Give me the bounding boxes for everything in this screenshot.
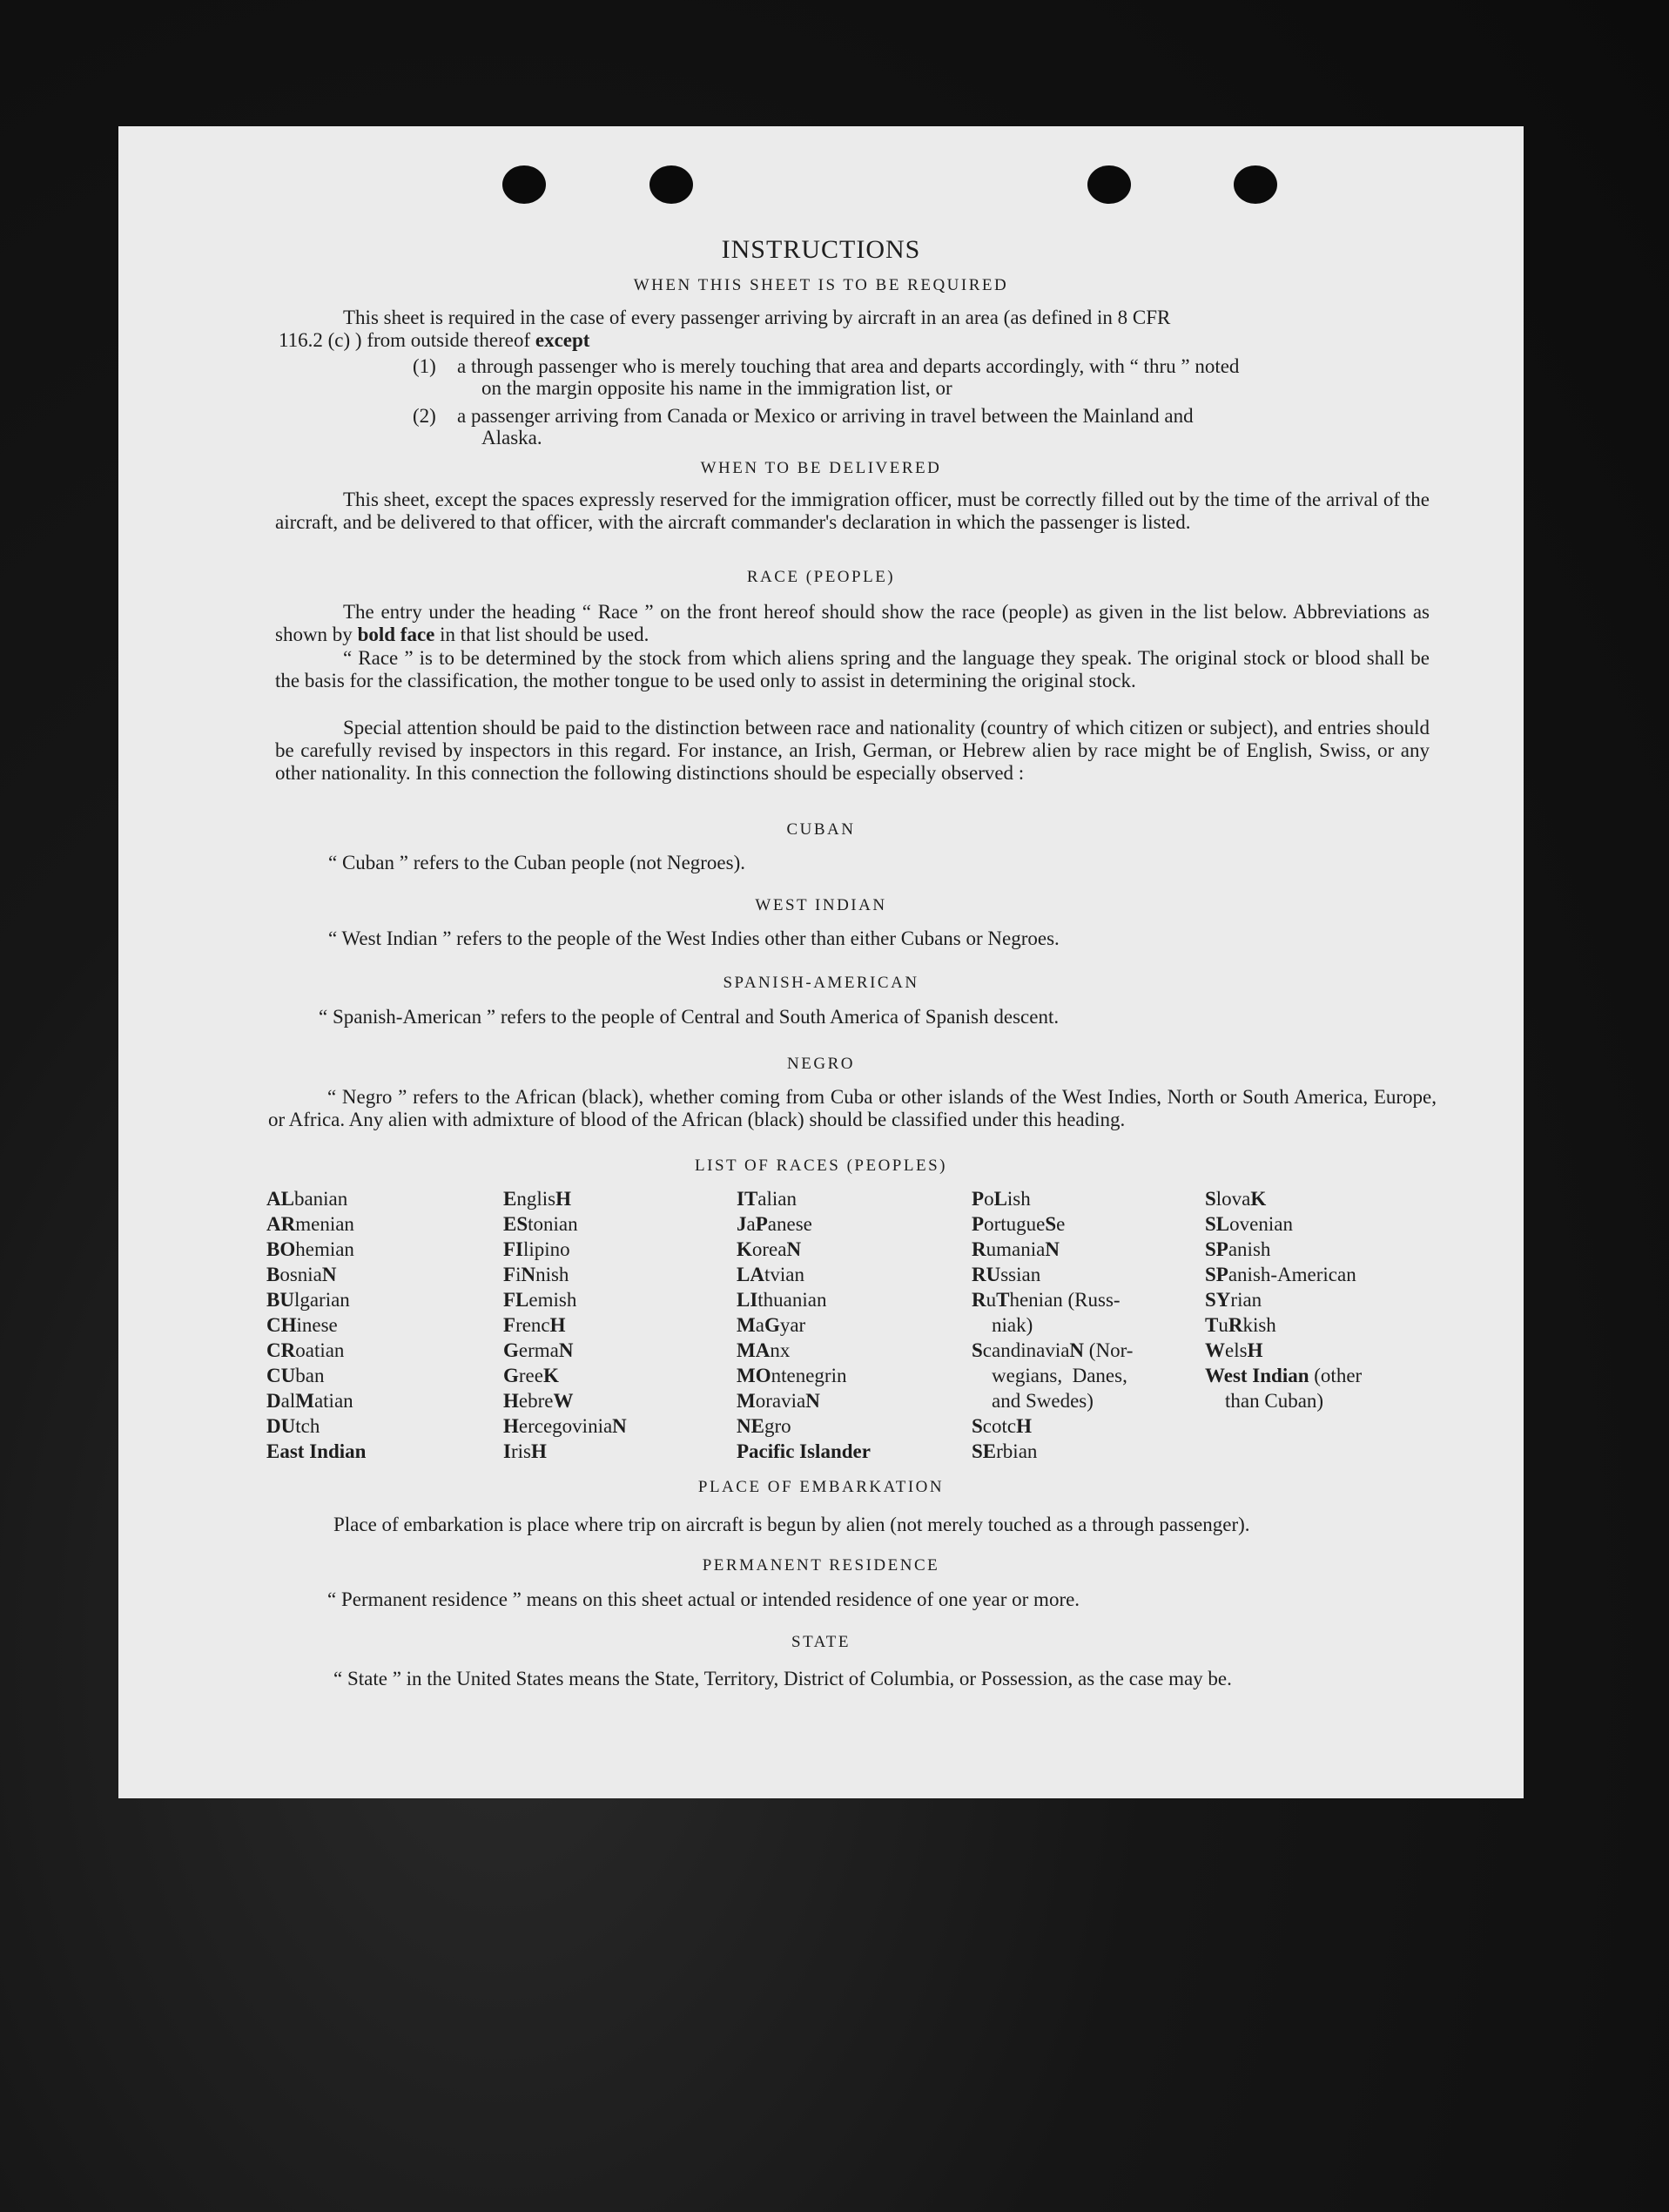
item-1-line-1: a through passenger who is merely touching that area and departs accordingly, with “ thru ” noted [457,355,1240,377]
punch-hole [1234,165,1277,204]
race-entry-tail: H [530,1440,547,1462]
race-entry-tail: H [549,1314,566,1336]
race-entry [503,1363,627,1388]
race-entry-rest2: kish [1242,1314,1276,1336]
race-entry [266,1439,366,1464]
race-entry-rest: (other [1309,1365,1363,1386]
race-entry-tail: N [521,1264,536,1285]
race-entry [972,1413,1133,1439]
race-entry [737,1262,871,1287]
race-entry [972,1312,1133,1338]
race-entry-bold: G [503,1339,519,1361]
race-entry [737,1413,871,1439]
race-entry-rest2: atian [313,1390,353,1412]
race-entry [266,1338,366,1363]
race-entry-bold: H [503,1415,519,1437]
race-entry-bold: E [503,1188,517,1210]
race-entry-rest2: nish [535,1264,569,1285]
race-entry-bold: S [972,1415,983,1437]
race-entry-rest: tonian [528,1213,578,1235]
race-entry-bold: SE [972,1440,997,1462]
heading-west-indian: WEST INDIAN [755,896,887,914]
race-entry-bold: CH [266,1314,297,1336]
heading-when-delivered: WHEN TO BE DELIVERED [700,459,942,477]
race-entry [503,1338,627,1363]
race-entry [972,1338,1133,1363]
spanish-american-text: “ Spanish-American ” refers to the people of Central and South America of Spanish descent. [319,1006,1060,1028]
race-entry-bold: Pacific Islander [737,1440,871,1462]
race-entry-bold: ES [503,1213,528,1235]
race-entry-tail: W [553,1390,574,1412]
race-entry-tail: N [558,1339,574,1361]
race-entry-rest: menian [295,1213,354,1235]
document-sheet [118,126,1524,1798]
race-entry-rest: ercegovinia [518,1415,613,1437]
race-entry-rest: u [986,1289,997,1311]
race-entry-tail: M [295,1390,314,1412]
race-entry [737,1211,871,1237]
race-entry-bold: S [1205,1188,1216,1210]
race-entry [1205,1363,1362,1388]
race-entry-tail: N [612,1415,627,1437]
race-entry-rest: anish [1228,1238,1271,1260]
race-entry-bold: FL [503,1289,529,1311]
races-column-3 [737,1186,871,1464]
race-entry [266,1211,366,1237]
race-entry [503,1287,627,1312]
race-entry-bold: R [972,1289,986,1311]
race-entry-rest: tch [295,1415,320,1437]
race-entry-bold: D [266,1390,281,1412]
race-entry-bold: S [972,1339,983,1361]
races-column-1 [266,1186,366,1464]
race-entry [972,1388,1133,1413]
race-entry [503,1186,627,1211]
race-entry [503,1413,627,1439]
heading-state: STATE [791,1633,851,1651]
race-entry-bold: NE [737,1415,764,1437]
race-entry-rest2: anese [767,1213,812,1235]
race-entry-rest: nx [770,1339,791,1361]
race-entry-bold: SP [1205,1264,1228,1285]
punch-hole [502,165,546,204]
race-entry-bold: J [737,1213,747,1235]
race-paragraph-3: Special attention should be paid to the distinction between race and nationality (country of which citizen or subject), and entries should be carefully revised by inspectors in this regard. For instance, an Irish, German, or Hebrew alien by race might be of English, Swiss, or any other nationality. In this connection the following distinctions should be especially observed : [275,717,1430,784]
race-entry-bold: AL [266,1188,294,1210]
race-entry [1205,1262,1362,1287]
races-column-2 [503,1186,627,1464]
race-entry [737,1312,871,1338]
race-entry-bold: MO [737,1365,771,1386]
race-entry-rest: oatian [295,1339,345,1361]
race-entry-bold: G [503,1365,519,1386]
when-delivered-text: This sheet, except the spaces expressly reserved for the immigration officer, must be correctly filled out by the time of the arrival of the aircraft, and be delivered to that officer, with the aircraft commander's declaration in which the passenger is listed. [275,489,1430,533]
race-entry-rest: lova [1215,1188,1251,1210]
race-entry-bold: BO [266,1238,296,1260]
race-entry-rest: erma [518,1339,559,1361]
race-entry [503,1312,627,1338]
race-entry-rest: rian [1230,1289,1262,1311]
race-entry [266,1287,366,1312]
race-entry-rest: lgarian [293,1289,350,1311]
races-column-5 [1205,1186,1362,1413]
heading-spanish-american: SPANISH-AMERICAN [723,974,919,992]
race-entry [972,1211,1133,1237]
race-entry-rest: lipino [523,1238,570,1260]
race-entry [1205,1186,1362,1211]
race-entry-rest: emish [528,1289,577,1311]
race-entry-bold: IT [737,1188,758,1210]
embarkation-text: Place of embarkation is place where trip on aircraft is begun by alien (not merely touched as a through passenger). [333,1514,1250,1535]
item-1-number: (1) [413,355,436,377]
race-entry [737,1237,871,1262]
race-entry-rest2: ish [1006,1188,1031,1210]
race-entry [737,1388,871,1413]
race-entry-rest: than Cuban) [1205,1390,1324,1412]
race-entry [972,1363,1133,1388]
race-entry [972,1186,1133,1211]
race-entry-bold: CU [266,1365,296,1386]
race-entry-rest: thuanian [757,1289,827,1311]
race-entry-rest: ban [295,1365,325,1386]
races-column-4 [972,1186,1133,1464]
race-entry-rest: ovenian [1229,1213,1293,1235]
race-entry [503,1262,627,1287]
race-entry-tail: L [993,1188,1007,1210]
race-entry-bold: SP [1205,1238,1228,1260]
race-entry-rest: banian [293,1188,348,1210]
west-indian-text: “ West Indian ” refers to the people of the West Indies other than either Cubans or Negroes. [328,927,1060,949]
race-entry-bold: FI [503,1238,523,1260]
race-entry [266,1186,366,1211]
race-entry [503,1439,627,1464]
race-entry-tail: N [805,1390,820,1412]
race-entry-rest: rbian [996,1440,1038,1462]
race-entry-rest: tvian [764,1264,804,1285]
item-1-line-2: on the margin opposite his name in the immigration list, or [481,377,952,399]
race-entry-bold: B [266,1264,280,1285]
intro-line-2: 116.2 (c) ) from outside thereof except [279,329,590,351]
race-entry-bold: K [737,1238,752,1260]
race-entry-tail: H [555,1188,571,1210]
race-entry [972,1262,1133,1287]
race-entry-bold: M [737,1390,756,1412]
race-entry-rest: umania [986,1238,1046,1260]
race-entry-rest: ebre [518,1390,554,1412]
race-entry [503,1211,627,1237]
race-entry [503,1237,627,1262]
race-entry-bold: M [737,1314,756,1336]
intro-line-1: This sheet is required in the case of every passenger arriving by aircraft in an area (as defined in 8 CFR [343,307,1171,328]
race-entry-tail: T [996,1289,1010,1311]
heading-list-of-races: LIST OF RACES (PEOPLES) [695,1157,947,1175]
race-entry [266,1388,366,1413]
race-entry-rest: ortugue [984,1213,1046,1235]
race-entry-bold: R [972,1238,986,1260]
race-entry [266,1363,366,1388]
race-entry-bold: MA [737,1339,771,1361]
race-entry-tail: P [755,1213,768,1235]
race-entry-rest: and Swedes) [972,1390,1094,1412]
race-entry-tail: N [1069,1339,1085,1361]
race-entry-rest2: (Nor- [1084,1339,1134,1361]
race-entry [503,1388,627,1413]
race-entry-rest: candinavia [982,1339,1070,1361]
race-entry-rest: wegians, Danes, [972,1365,1127,1386]
race-entry-rest: alian [757,1188,797,1210]
race-entry-rest: ree [518,1365,543,1386]
race-entry-rest: els [1225,1339,1248,1361]
item-2-line-1: a passenger arriving from Canada or Mexico or arriving in travel between the Mainland and [457,405,1194,427]
race-entry-bold: F [503,1314,516,1336]
race-entry [1205,1338,1362,1363]
race-entry [1205,1388,1362,1413]
race-entry-tail: N [321,1264,337,1285]
race-entry [737,1287,871,1312]
race-entry-bold: I [503,1440,511,1462]
race-entry-rest: ntenegrin [771,1365,847,1386]
residence-text: “ Permanent residence ” means on this sheet actual or intended residence of one year or more. [327,1588,1080,1610]
race-entry-rest: cotc [982,1415,1017,1437]
race-entry [972,1439,1133,1464]
race-entry-rest: inese [296,1314,338,1336]
race-entry [1205,1287,1362,1312]
race-entry-bold: DU [266,1415,296,1437]
race-entry-rest: a [755,1314,764,1336]
race-entry [737,1186,871,1211]
state-text: “ State ” in the United States means the State, Territory, District of Columbia, or Possession, as the case may be. [333,1668,1232,1689]
race-entry-rest: gro [764,1415,791,1437]
race-entry-rest: ssian [1000,1264,1041,1285]
race-entry [737,1363,871,1388]
race-entry-bold: P [972,1213,985,1235]
race-entry-rest: osnia [279,1264,322,1285]
race-entry [266,1312,366,1338]
race-entry-rest: i [515,1264,522,1285]
race-entry [972,1287,1133,1312]
race-entry-bold: LA [737,1264,764,1285]
race-entry-bold: SY [1205,1289,1231,1311]
heading-cuban: CUBAN [786,820,856,839]
race-entry [266,1237,366,1262]
heading-race: RACE (PEOPLE) [746,568,896,586]
race-entry-rest: orea [751,1238,787,1260]
race-entry-rest: a [746,1213,756,1235]
race-entry-rest: u [1218,1314,1228,1336]
race-entry-tail: K [1250,1188,1267,1210]
race-entry-bold: SL [1205,1213,1230,1235]
race-paragraph-2: “ Race ” is to be determined by the stock from which aliens spring and the language they speak. The original stock or blood shall be the basis for the classification, the mother tongue to be used only to assist in determining the original stock. [275,647,1430,691]
heading-negro: NEGRO [787,1055,855,1073]
race-entry [1205,1211,1362,1237]
race-entry-tail: N [786,1238,802,1260]
punch-hole [649,165,693,204]
race-entry-rest: ris [510,1440,531,1462]
race-entry-tail: H [1016,1415,1032,1437]
race-entry-bold: AR [266,1213,296,1235]
race-entry-rest2: henian (Russ- [1009,1289,1121,1311]
heading-permanent-residence: PERMANENT RESIDENCE [702,1556,940,1575]
race-entry [266,1413,366,1439]
race-entry-tail: N [1045,1238,1060,1260]
race-entry-bold: East Indian [266,1440,367,1462]
race-entry [737,1439,871,1464]
race-entry-bold: H [503,1390,519,1412]
race-entry-bold: BU [266,1289,294,1311]
race-paragraph-1: The entry under the heading “ Race ” on the front hereof should show the race (people) as given in the list below. Abbreviations as shown by bold face in that list should be used. [275,601,1430,645]
race-entry-bold: F [503,1264,516,1285]
race-entry [737,1338,871,1363]
race-entry-rest2: e [1056,1213,1066,1235]
race-entry-tail: H [1247,1339,1263,1361]
race-entry-tail: G [764,1314,780,1336]
race-entry-bold: P [972,1188,985,1210]
race-entry-tail: R [1228,1314,1243,1336]
race-entry-rest: nglis [516,1188,556,1210]
heading-when-required: WHEN THIS SHEET IS TO BE REQUIRED [633,276,1009,294]
item-2-number: (2) [413,405,436,427]
race-entry-bold: CR [266,1339,296,1361]
race-entry [1205,1312,1362,1338]
heading-embarkation: PLACE OF EMBARKATION [697,1478,945,1496]
race-entry [266,1262,366,1287]
race-entry-rest: oravia [755,1390,806,1412]
race-entry-rest: al [280,1390,296,1412]
page-title: INSTRUCTIONS [721,235,921,264]
race-entry-bold: West Indian [1205,1365,1309,1386]
race-entry-rest2: yar [779,1314,806,1336]
race-entry [972,1237,1133,1262]
race-entry-rest: anish-American [1228,1264,1356,1285]
race-entry-bold: RU [972,1264,1001,1285]
race-entry-tail: K [542,1365,559,1386]
race-entry-rest: hemian [295,1238,354,1260]
negro-text: “ Negro ” refers to the African (black), whether coming from Cuba or other islands of the West Indies, North or South America, Europe, or Africa. Any alien with admixture of blood of the African (black) should be classified under this heading. [268,1086,1437,1130]
race-entry-bold: W [1205,1339,1225,1361]
race-entry-rest: niak) [972,1314,1033,1336]
punch-hole [1087,165,1131,204]
cuban-text: “ Cuban ” refers to the Cuban people (not Negroes). [328,852,746,873]
race-entry-rest: renc [515,1314,550,1336]
race-entry-bold: T [1205,1314,1219,1336]
race-entry-tail: S [1045,1213,1057,1235]
item-2-line-2: Alaska. [481,427,542,448]
race-entry [1205,1237,1362,1262]
race-entry-bold: LI [737,1289,758,1311]
race-entry-rest: o [984,1188,994,1210]
